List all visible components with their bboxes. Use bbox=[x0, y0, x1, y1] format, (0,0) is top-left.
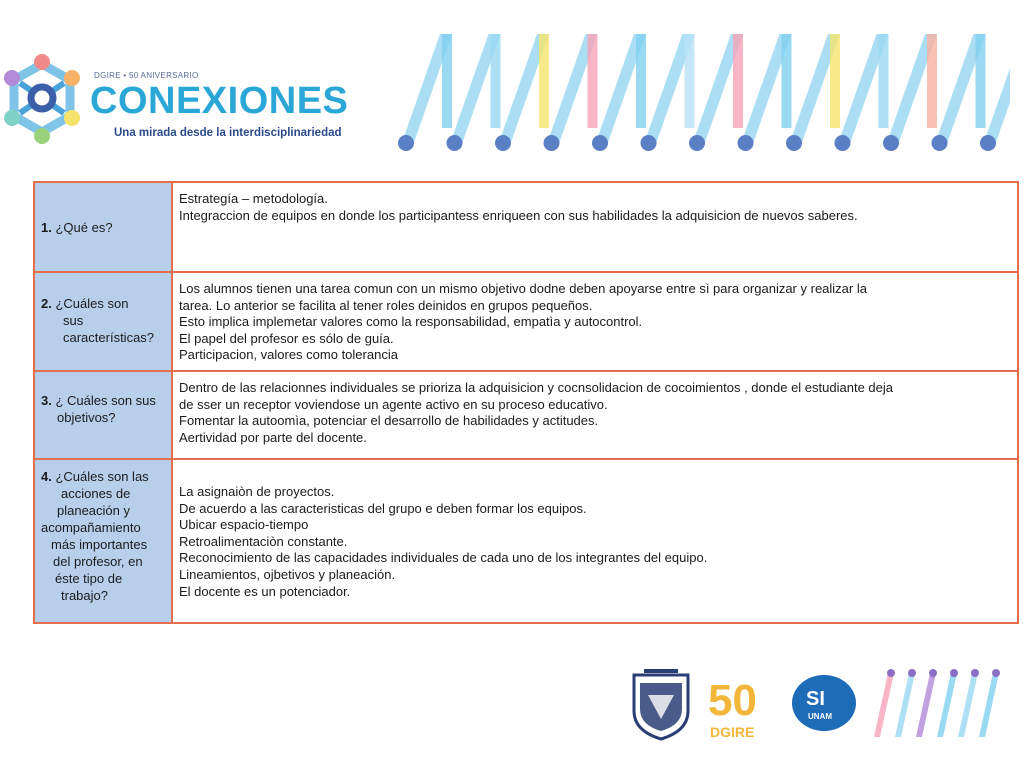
answer-line: Fomentar la autoomìa, potenciar el desarrollo de habilidades y actitudes. bbox=[179, 413, 599, 429]
answer-line: Lineamientos, ojbetivos y planeación. bbox=[179, 566, 396, 582]
decorative-stripes bbox=[392, 30, 1010, 160]
table-row bbox=[34, 182, 1018, 272]
question-text: características? bbox=[63, 330, 155, 345]
question-text: objetivos? bbox=[57, 410, 116, 425]
answer-cell bbox=[172, 182, 1018, 272]
question-text: éste tipo de bbox=[55, 571, 123, 586]
answer-cell bbox=[172, 371, 1018, 459]
question-cell bbox=[34, 371, 172, 459]
answer-line: Reconocimiento de las capacidades individuales de cada uno de los integrantes del equipo. bbox=[179, 550, 708, 566]
question-number: 3. bbox=[41, 393, 52, 408]
question-text: ¿ Cuáles son sus bbox=[55, 393, 156, 408]
si-unam-logo bbox=[792, 675, 856, 731]
table-row bbox=[34, 459, 1018, 623]
logo-title: CONEXIONES bbox=[90, 80, 349, 122]
question-text: acciones de bbox=[61, 486, 131, 501]
question-text: trabajo? bbox=[61, 588, 108, 603]
question-text: ¿Qué es? bbox=[55, 220, 113, 235]
answer-line: El papel del profesor es sólo de guía. bbox=[179, 330, 394, 346]
table-row bbox=[34, 371, 1018, 459]
conexiones-logo bbox=[0, 50, 360, 150]
answer-line: Esto implica implemetar valores como la responsabilidad, empatìa y autocontrol. bbox=[179, 314, 643, 330]
answer-line: tarea. Lo anterior se facilita al tener roles deinidos en grupos pequeños. bbox=[179, 297, 593, 313]
answer-line: El docente es un potenciador. bbox=[179, 583, 351, 599]
answer-line: La asignaiòn de proyectos. bbox=[179, 484, 335, 499]
dgire-50-logo bbox=[708, 676, 757, 740]
answer-line: Dentro de las relacionnes individuales se prioriza la adquisicion y cocnsolidacion de cocoimientos , donde el estudiante deja bbox=[179, 380, 893, 395]
question-text: planeación y bbox=[57, 503, 130, 518]
question-number: 1. bbox=[41, 220, 52, 235]
answer-line: Retroalimentaciòn constante. bbox=[179, 533, 348, 549]
decorative-mini-stripes bbox=[874, 669, 1000, 737]
answer-line: de sser un receptor voviendose un agente activo en su proceso educativo. bbox=[179, 396, 608, 412]
question-text: ¿Cuáles son bbox=[55, 296, 129, 311]
question-text: más importantes bbox=[51, 537, 148, 552]
answer-line: Ubicar espacio-tiempo bbox=[179, 517, 309, 533]
question-text: sus bbox=[63, 313, 84, 328]
logo-subtitle: DGIRE • 50 ANIVERSARIO bbox=[94, 71, 199, 80]
unam-shield-icon bbox=[634, 669, 688, 739]
answer-line: Integraccion de equipos en donde los participantess enriqueen con sus habilidades la adquisicion de nuevos saberes. bbox=[179, 207, 858, 223]
question-answer-table bbox=[33, 181, 1019, 624]
table-row bbox=[34, 272, 1018, 371]
question-number: 2. bbox=[41, 296, 52, 311]
question-cell bbox=[34, 182, 172, 272]
question-cell bbox=[34, 459, 172, 623]
question-text: ¿Cuáles son las bbox=[55, 469, 149, 484]
si-sub-label: UNAM bbox=[808, 712, 832, 721]
answer-line: Los alumnos tienen una tarea comun con un mismo objetivo dodne deben apoyarse entre sì para organizar y realizar la bbox=[179, 281, 867, 296]
dgire-number: 50 bbox=[708, 676, 757, 725]
question-text: acompañamiento bbox=[41, 520, 141, 535]
dgire-label: DGIRE bbox=[710, 724, 755, 740]
question-cell bbox=[34, 272, 172, 371]
si-label: SI bbox=[806, 688, 825, 710]
question-number: 4. bbox=[41, 469, 52, 484]
logo-tagline: Una mirada desde la interdisciplinariedad bbox=[114, 127, 342, 139]
network-logo-icon bbox=[0, 50, 84, 150]
question-text: del profesor, en bbox=[53, 554, 143, 569]
answer-cell bbox=[172, 272, 1018, 371]
answer-cell bbox=[172, 459, 1018, 623]
answer-line: Aertividad por parte del docente. bbox=[179, 429, 367, 445]
answer-line: Participacion, valores como tolerancia bbox=[179, 347, 398, 363]
answer-line: Estrategía – metodología. bbox=[179, 191, 328, 206]
answer-line: De acuerdo a las caracteristicas del grupo e deben formar los equipos. bbox=[179, 500, 587, 516]
footer-logos bbox=[630, 665, 1010, 745]
